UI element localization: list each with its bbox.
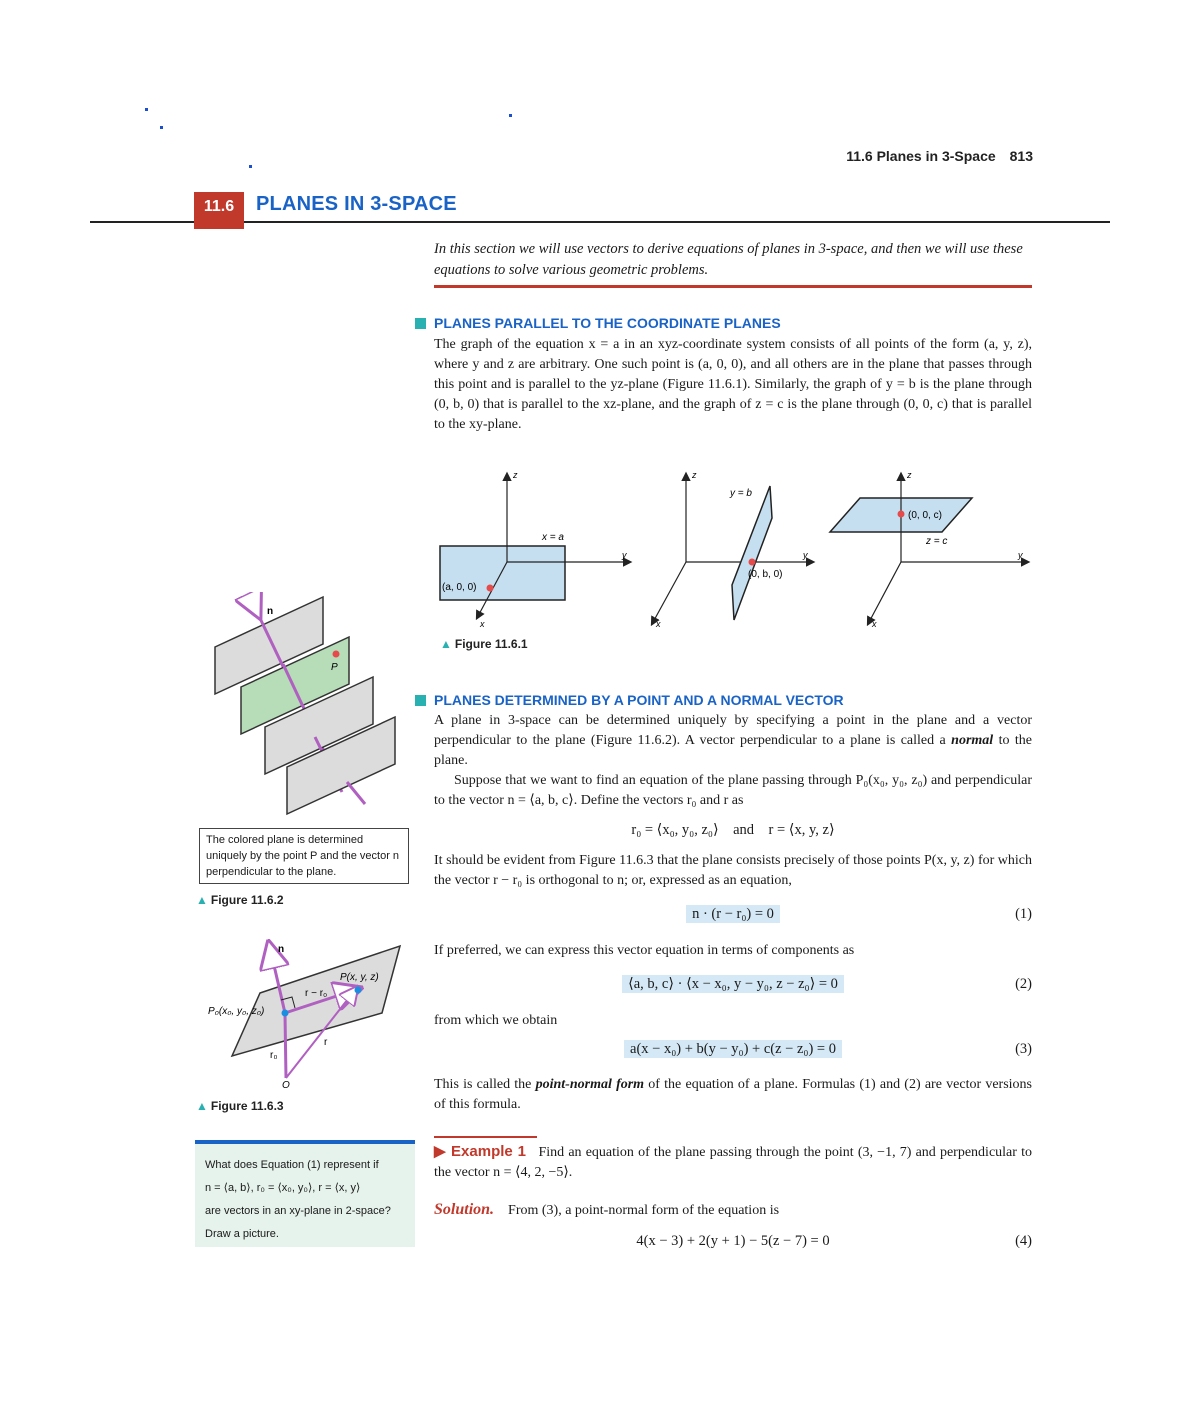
label-n: n [267, 606, 274, 617]
figure-11-6-2-caption-text: Figure 11.6.2 [210, 893, 284, 907]
paragraph-suppose: Suppose that we want to find an equation of the plane passing through P₀(x₀, y₀, z₀) and perpendicular to the vector n = ⟨a, b, c⟩. Define the vectors r₀ and r as [434, 773, 1032, 808]
scan-dot [145, 108, 148, 111]
heading-marker-icon [415, 318, 426, 329]
section-title: PLANES IN 3-SPACE [256, 193, 457, 215]
paragraph-orthogonal: It should be evident from Figure 11.6.3 that the plane consists precisely of those points P(x, y, z) for which the vector r − r₀ is orthogonal to n; or, expressed as an equation, [434, 853, 1032, 888]
point-0b0 [749, 559, 756, 566]
solution-text: From (3), a point-normal form of the equation is [508, 1203, 780, 1218]
equation-r-defs-text: r₀ = ⟨x₀, y₀, z₀⟩ and r = ⟨x, y, z⟩ [631, 822, 835, 838]
example-1 [434, 1142, 1032, 1183]
term-normal: normal [951, 733, 994, 748]
section-number: 11.6 [194, 192, 244, 229]
y-label: y [803, 550, 808, 560]
paragraph-text: to the plane. [434, 733, 1032, 768]
label-P0: P₀(x₀, y₀, z₀) [208, 1006, 265, 1017]
figure-11-6-2-description: The colored plane is determined uniquely by the point P and the vector n perpendicular to the plane. [199, 828, 409, 884]
figure-11-6-3 [200, 938, 415, 1093]
vector-r0 [285, 1014, 286, 1078]
heading-marker-icon [415, 695, 426, 706]
equation-2-text: ⟨a, b, c⟩ · ⟨x − x₀, y − y₀, z − z₀⟩ = 0 [622, 975, 844, 993]
paragraph-text: A plane in 3-space can be determined uniquely by specifying a point in the plane and a vector perpendicular to the plane (Figure 11.6.2). A vector perpendicular to a plane is called a [434, 713, 1032, 748]
figure-11-6-3-caption-text: Figure 11.6.3 [210, 1099, 284, 1113]
margin-question-box [195, 1140, 415, 1247]
running-head-title: 11.6 Planes in 3-Space [846, 148, 996, 164]
z-label: z [513, 470, 518, 480]
figure-11-6-1 [430, 462, 1040, 632]
section-intro: In this section we will use vectors to derive equations of planes in 3-space, and then we will use these equations to solve various geometric problems. [434, 241, 1023, 278]
equation-2-number: (2) [1015, 976, 1032, 992]
label-n: n [278, 944, 285, 955]
eq-y-equals-b: y = b [730, 488, 752, 499]
solution-label: Solution. [434, 1201, 495, 1218]
figure-11-6-1-caption-text: Figure 11.6.1 [454, 637, 528, 651]
paragraph-from-which: from which we obtain [434, 1013, 558, 1028]
paragraph-normal-definition [434, 711, 1032, 771]
equation-3-text: a(x − x₀) + b(y − y₀) + c(z − z₀) = 0 [624, 1040, 842, 1058]
point-a00 [487, 585, 494, 592]
paragraph-components: If preferred, we can express this vector equation in terms of components as [434, 943, 855, 958]
point-00c [898, 511, 905, 518]
scan-dot [509, 114, 512, 117]
intro-rule [434, 285, 1032, 288]
label-r0: r₀ [270, 1050, 278, 1061]
scan-dot [249, 165, 252, 168]
z-label: z [692, 470, 697, 480]
subsection-heading-2 [415, 692, 844, 708]
running-head [700, 148, 1033, 164]
label-P-xyz: P(x, y, z) [340, 972, 379, 983]
subsection-heading-2-text: PLANES DETERMINED BY A POINT AND A NORMAL VECTOR [434, 692, 844, 708]
equation-4-text: 4(x − 3) + 2(y + 1) − 5(z − 7) = 0 [636, 1233, 830, 1249]
eq-z-equals-c: z = c [926, 536, 948, 547]
normal-vector [347, 782, 365, 804]
term-point-normal-form: point-normal form [535, 1077, 645, 1092]
margin-question-line: are vectors in an xy-plane in 2-space? [205, 1205, 391, 1217]
paragraph-text: This is called the [434, 1077, 536, 1092]
label-0b0: (0, b, 0) [748, 569, 783, 580]
equation-3-number: (3) [1015, 1041, 1032, 1057]
caption-triangle-icon: ▲ [440, 637, 452, 651]
x-label: x [480, 619, 485, 629]
x-axis [652, 562, 686, 624]
eq-x-equals-a: x = a [542, 532, 564, 543]
point-P [333, 651, 340, 658]
example-label: ▶ Example 1 [434, 1143, 526, 1160]
z-label: z [907, 470, 912, 480]
equation-4-number: (4) [1015, 1233, 1032, 1249]
point-P [355, 987, 362, 994]
scan-dot [160, 126, 163, 129]
x-label: x [656, 619, 661, 629]
page-number: 813 [1009, 148, 1033, 164]
equation-1-number: (1) [1015, 906, 1032, 922]
margin-question-line: n = ⟨a, b⟩, r₀ = ⟨x₀, y₀⟩, r = ⟨x, y⟩ [205, 1182, 361, 1194]
label-P: P [331, 662, 338, 673]
margin-question-line: What does Equation (1) represent if [205, 1159, 379, 1171]
x-axis [868, 562, 901, 624]
label-00c: (0, 0, c) [908, 510, 942, 521]
figure-11-6-3-caption [196, 1099, 284, 1113]
plane-y-equals-b [732, 486, 772, 620]
margin-question-line: Draw a picture. [205, 1228, 279, 1240]
y-label: y [1018, 550, 1023, 560]
label-r-minus-r0: r − r₀ [305, 988, 328, 999]
figure-11-6-1-caption [440, 637, 528, 651]
label-O: O [282, 1080, 290, 1091]
label-r: r [324, 1037, 328, 1048]
paragraph-text: of the equation of a plane. Formulas (1) and (2) are vector versions of this formula. [434, 1077, 1032, 1112]
y-label: y [622, 550, 627, 560]
point-P0 [282, 1010, 289, 1017]
example-text: Find an equation of the plane passing through the point (3, −1, 7) and perpendicular to the vector n = ⟨4, 2, −5⟩. [434, 1145, 1032, 1180]
solution [434, 1200, 1032, 1221]
subsection-heading-1 [415, 315, 781, 331]
figure-11-6-2 [205, 592, 420, 822]
figure-11-6-2-caption [196, 893, 284, 907]
caption-triangle-icon: ▲ [196, 893, 208, 907]
caption-triangle-icon: ▲ [196, 1099, 208, 1113]
x-label: x [872, 619, 877, 629]
paragraph-point-normal [434, 1075, 1032, 1115]
paragraph-parallel-planes: The graph of the equation x = a in an xyz-coordinate system consists of all points of the form (a, y, z), where y and z are arbitrary. One such point is (a, 0, 0), and all others are in the plane that passes through this point and is parallel to the yz-plane (Figure 11.6.1). Similarly, the graph of y = b is the plane through (0, b, 0) that is parallel to the xz-plane, and the graph of z = c is the plane through (0, 0, c) that is parallel to the xy-plane. [434, 337, 1032, 432]
equation-1-text: n · (r − r₀) = 0 [686, 905, 780, 923]
label-a00: (a, 0, 0) [442, 582, 477, 593]
subsection-heading-1-text: PLANES PARALLEL TO THE COORDINATE PLANES [434, 315, 781, 331]
example-rule [434, 1136, 537, 1138]
